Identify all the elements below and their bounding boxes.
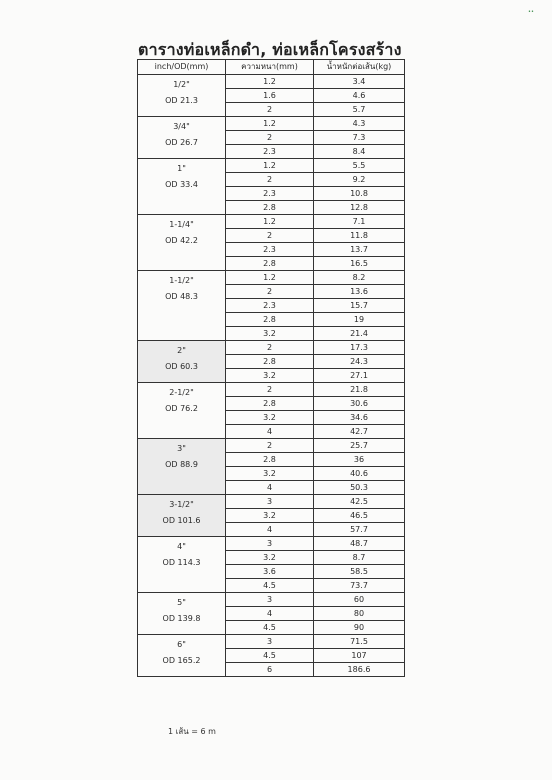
thickness-cell: 1.2 [226, 159, 314, 173]
weight-cell: 5.7 [314, 103, 405, 117]
weight-cell: 17.3 [314, 341, 405, 355]
pipe-size-cell [138, 635, 226, 677]
thickness-cell: 1.2 [226, 75, 314, 89]
thickness-cell: 4.5 [226, 649, 314, 663]
weight-cell: 73.7 [314, 579, 405, 593]
pipe-size-cell [138, 383, 226, 439]
weight-cell: 8.7 [314, 551, 405, 565]
weight-cell: 27.1 [314, 369, 405, 383]
weight-cell: 186.6 [314, 663, 405, 677]
weight-cell: 40.6 [314, 467, 405, 481]
size-od: OD 165.2 [162, 656, 201, 665]
footnote: 1 เส้น = 6 m [168, 727, 216, 736]
size-od: OD 26.7 [165, 138, 198, 147]
size-od: OD 60.3 [165, 362, 198, 371]
weight-cell: 15.7 [314, 299, 405, 313]
thickness-cell: 2.3 [226, 299, 314, 313]
table-row [138, 215, 405, 229]
pipe-size-cell [138, 75, 226, 117]
thickness-cell: 4.5 [226, 621, 314, 635]
size-inch: 1-1/2" [169, 276, 194, 285]
thickness-cell: 3.6 [226, 565, 314, 579]
weight-cell: 13.6 [314, 285, 405, 299]
thickness-cell: 3.2 [226, 411, 314, 425]
weight-cell: 8.4 [314, 145, 405, 159]
size-od: OD 88.9 [165, 460, 198, 469]
size-od: OD 21.3 [165, 96, 198, 105]
size-od: OD 139.8 [162, 614, 201, 623]
table-row [138, 341, 405, 355]
thickness-cell: 2 [226, 383, 314, 397]
weight-cell: 10.8 [314, 187, 405, 201]
thickness-cell: 3 [226, 635, 314, 649]
size-inch: 5" [177, 598, 186, 607]
weight-cell: 107 [314, 649, 405, 663]
weight-cell: 7.1 [314, 215, 405, 229]
size-inch: 1/2" [173, 80, 190, 89]
weight-cell: 24.3 [314, 355, 405, 369]
table-row [138, 439, 405, 453]
thickness-cell: 3.2 [226, 551, 314, 565]
pipe-size-cell [138, 593, 226, 635]
thickness-cell: 3 [226, 495, 314, 509]
table-row [138, 495, 405, 509]
weight-cell: 36 [314, 453, 405, 467]
thickness-cell: 4 [226, 607, 314, 621]
weight-cell: 21.8 [314, 383, 405, 397]
thickness-cell: 4.5 [226, 579, 314, 593]
size-od: OD 76.2 [165, 404, 198, 413]
weight-cell: 46.5 [314, 509, 405, 523]
pipe-size-cell [138, 495, 226, 537]
weight-cell: 60 [314, 593, 405, 607]
weight-cell: 4.3 [314, 117, 405, 131]
weight-cell: 42.5 [314, 495, 405, 509]
table-row [138, 635, 405, 649]
size-inch: 2-1/2" [169, 388, 194, 397]
size-od: OD 33.4 [165, 180, 198, 189]
header-thickness: ความหนา(mm) [226, 60, 314, 75]
thickness-cell: 4 [226, 523, 314, 537]
thickness-cell: 2.8 [226, 257, 314, 271]
weight-cell: 50.3 [314, 481, 405, 495]
thickness-cell: 3.2 [226, 467, 314, 481]
weight-cell: 4.6 [314, 89, 405, 103]
table-row [138, 593, 405, 607]
weight-cell: 13.7 [314, 243, 405, 257]
header-size: inch/OD(mm) [138, 60, 226, 75]
pipe-size-cell [138, 215, 226, 271]
thickness-cell: 2.3 [226, 187, 314, 201]
thickness-cell: 2 [226, 173, 314, 187]
weight-cell: 12.8 [314, 201, 405, 215]
pipe-size-cell [138, 537, 226, 593]
weight-cell: 34.6 [314, 411, 405, 425]
table-row [138, 537, 405, 551]
pipe-size-cell [138, 159, 226, 215]
weight-cell: 11.8 [314, 229, 405, 243]
thickness-cell: 2 [226, 341, 314, 355]
thickness-cell: 2 [226, 439, 314, 453]
table-header-row [138, 60, 405, 75]
size-inch: 3" [177, 444, 186, 453]
thickness-cell: 2.8 [226, 201, 314, 215]
pipe-spec-table [137, 59, 405, 677]
header-weight: น้ำหนักต่อเส้น(kg) [314, 60, 405, 75]
weight-cell: 9.2 [314, 173, 405, 187]
thickness-cell: 1.2 [226, 271, 314, 285]
thickness-cell: 3.2 [226, 369, 314, 383]
weight-cell: 19 [314, 313, 405, 327]
table-body [138, 75, 405, 677]
thickness-cell: 6 [226, 663, 314, 677]
size-od: OD 114.3 [162, 558, 201, 567]
weight-cell: 71.5 [314, 635, 405, 649]
weight-cell: 8.2 [314, 271, 405, 285]
thickness-cell: 2.8 [226, 397, 314, 411]
size-od: OD 101.6 [162, 516, 201, 525]
size-inch: 6" [177, 640, 186, 649]
size-inch: 3/4" [173, 122, 190, 131]
size-inch: 4" [177, 542, 186, 551]
size-inch: 1" [177, 164, 186, 173]
thickness-cell: 2.8 [226, 453, 314, 467]
weight-cell: 16.5 [314, 257, 405, 271]
thickness-cell: 3.2 [226, 327, 314, 341]
size-inch: 2" [177, 346, 186, 355]
pipe-size-cell [138, 117, 226, 159]
thickness-cell: 1.2 [226, 215, 314, 229]
weight-cell: 90 [314, 621, 405, 635]
size-inch: 1-1/4" [169, 220, 194, 229]
weight-cell: 57.7 [314, 523, 405, 537]
thickness-cell: 3 [226, 593, 314, 607]
table-row [138, 75, 405, 89]
thickness-cell: 3.2 [226, 509, 314, 523]
thickness-cell: 2.3 [226, 243, 314, 257]
weight-cell: 25.7 [314, 439, 405, 453]
weight-cell: 3.4 [314, 75, 405, 89]
pipe-size-cell [138, 341, 226, 383]
weight-cell: 30.6 [314, 397, 405, 411]
page-title: ตารางท่อเหล็กดำ, ท่อเหล็กโครงสร้าง [138, 40, 402, 59]
thickness-cell: 2.8 [226, 313, 314, 327]
thickness-cell: 3 [226, 537, 314, 551]
thickness-cell: 2.3 [226, 145, 314, 159]
thickness-cell: 4 [226, 425, 314, 439]
size-od: OD 48.3 [165, 292, 198, 301]
thickness-cell: 1.2 [226, 117, 314, 131]
thickness-cell: 4 [226, 481, 314, 495]
thickness-cell: 2 [226, 131, 314, 145]
thickness-cell: 2.8 [226, 355, 314, 369]
weight-cell: 80 [314, 607, 405, 621]
thickness-cell: 1.6 [226, 89, 314, 103]
weight-cell: 5.5 [314, 159, 405, 173]
table-row [138, 383, 405, 397]
table-row [138, 271, 405, 285]
weight-cell: 48.7 [314, 537, 405, 551]
corner-mark: •• [528, 9, 534, 15]
thickness-cell: 2 [226, 285, 314, 299]
pipe-size-cell [138, 271, 226, 341]
pipe-size-cell [138, 439, 226, 495]
table-row [138, 159, 405, 173]
table-row [138, 117, 405, 131]
weight-cell: 21.4 [314, 327, 405, 341]
weight-cell: 58.5 [314, 565, 405, 579]
weight-cell: 42.7 [314, 425, 405, 439]
size-od: OD 42.2 [165, 236, 198, 245]
thickness-cell: 2 [226, 229, 314, 243]
thickness-cell: 2 [226, 103, 314, 117]
size-inch: 3-1/2" [169, 500, 194, 509]
weight-cell: 7.3 [314, 131, 405, 145]
